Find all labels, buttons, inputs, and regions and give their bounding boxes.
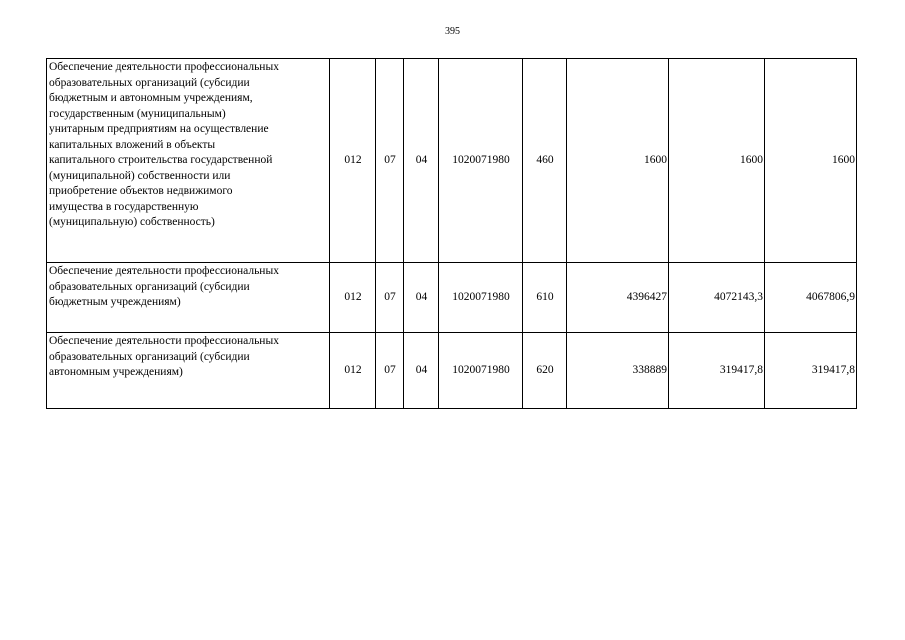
amount-year-2: 4072143,3 bbox=[669, 263, 765, 333]
table-row bbox=[47, 263, 857, 333]
amount-year-2: 1600 bbox=[669, 59, 765, 263]
ministry-code: 012 bbox=[330, 263, 376, 333]
section-code: 07 bbox=[376, 263, 404, 333]
subsection-code: 04 bbox=[404, 333, 439, 409]
table-row bbox=[47, 333, 857, 409]
target-article-code: 1020071980 bbox=[439, 263, 523, 333]
subsection-code: 04 bbox=[404, 263, 439, 333]
page-number: 395 bbox=[445, 26, 460, 37]
ministry-code: 012 bbox=[330, 59, 376, 263]
expense-type-code: 620 bbox=[523, 333, 567, 409]
table-row bbox=[47, 59, 857, 263]
amount-year-2: 319417,8 bbox=[669, 333, 765, 409]
ministry-code: 012 bbox=[330, 333, 376, 409]
expense-type-code: 460 bbox=[523, 59, 567, 263]
subsection-code: 04 bbox=[404, 59, 439, 263]
amount-year-3: 319417,8 bbox=[765, 333, 857, 409]
amount-year-1: 1600 bbox=[567, 59, 669, 263]
row-name: Обеспечение деятельности профессиональных образовательных организаций (субсидии бюджетным и автономным учреждениям, государственным (муниципальным) унитарным предприятиям на осуществление капитальных вложений в объекты капитального строительства государственной (муниципальной) собственности или приобретение объектов недвижимого имущества в государственную (муниципальную) собственность) bbox=[47, 59, 330, 263]
section-code: 07 bbox=[376, 59, 404, 263]
budget-table bbox=[46, 58, 857, 409]
amount-year-1: 338889 bbox=[567, 333, 669, 409]
row-name: Обеспечение деятельности профессиональных образовательных организаций (субсидии бюджетным учреждениям) bbox=[47, 263, 330, 333]
expense-type-code: 610 bbox=[523, 263, 567, 333]
amount-year-1: 4396427 bbox=[567, 263, 669, 333]
target-article-code: 1020071980 bbox=[439, 59, 523, 263]
target-article-code: 1020071980 bbox=[439, 333, 523, 409]
section-code: 07 bbox=[376, 333, 404, 409]
amount-year-3: 4067806,9 bbox=[765, 263, 857, 333]
amount-year-3: 1600 bbox=[765, 59, 857, 263]
row-name: Обеспечение деятельности профессиональных образовательных организаций (субсидии автономным учреждениям) bbox=[47, 333, 330, 409]
